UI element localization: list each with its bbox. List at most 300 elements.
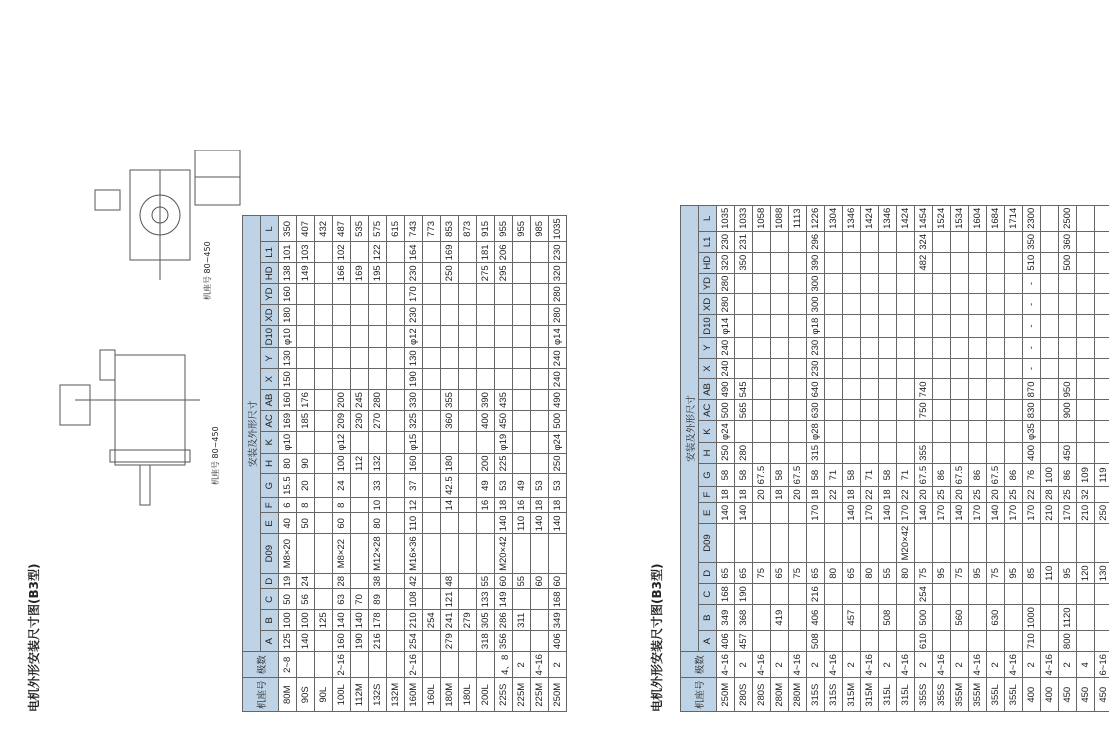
table-cell: 50 [297,513,315,534]
table-cell: 4~16 [933,652,951,678]
table-cell: φ35 [1023,421,1041,443]
table-cell [441,652,459,678]
table-cell [459,534,477,574]
table-cell: 132 [369,453,387,474]
table-cell: 42.5 [441,474,459,498]
table-cell [369,325,387,347]
table-cell [879,358,897,379]
table-cell [477,348,495,369]
table-cell: 18 [495,497,513,513]
table-cell: 55 [513,573,531,589]
table-cell: 18 [531,497,549,513]
table-cell: 275 [477,263,495,284]
table-cell [735,294,753,315]
table-cell [933,605,951,631]
column-header: X [261,369,279,390]
table-cell [861,631,879,652]
caption-side-view: 机座号 80~450 [203,241,212,300]
table-cell: 350 [735,252,753,273]
table-cell: 18 [717,487,735,503]
table-cell [423,497,441,513]
table-cell [423,369,441,390]
table-cell [333,305,351,326]
table-cell: 169 [279,410,297,431]
table-cell [1041,273,1059,294]
table-row [351,216,369,712]
table-cell [771,315,789,337]
table-cell: 4~16 [789,652,807,678]
table-cell: 457 [843,605,861,631]
table-cell [825,400,843,421]
table-cell [387,589,405,610]
table-cell [531,305,549,326]
table-cell [843,252,861,273]
table-cell [951,294,969,315]
column-header: YD [261,284,279,305]
table-cell: 160 [333,631,351,652]
table-cell [351,305,369,326]
table-cell [477,284,495,305]
table-cell [771,584,789,605]
table-cell [771,523,789,563]
table-cell: 900 [1059,400,1077,421]
table-cell [387,390,405,411]
table-cell: 240 [717,358,735,379]
column-header: F [261,497,279,513]
table-cell: 180L [459,678,477,712]
table-cell [297,305,315,326]
table-cell [825,252,843,273]
table-cell [459,369,477,390]
table-cell [951,584,969,605]
column-header: C [261,589,279,610]
table-cell: 75 [915,563,933,584]
table-cell: 2 [987,652,1005,678]
table-cell [495,305,513,326]
table-cell [1059,273,1077,294]
table-cell [843,584,861,605]
table-cell [1059,358,1077,379]
table-cell: 324 [915,231,933,252]
table-cell [987,631,1005,652]
table-cell: 130 [279,348,297,369]
table-cell: 280 [369,390,387,411]
table-cell: 58 [807,463,825,487]
table-cell: 250 [717,442,735,463]
table-row [495,216,513,712]
column-header: H [699,442,717,463]
table-cell: 355L [1005,678,1023,712]
table-cell [1077,252,1095,273]
table-cell: 125 [315,610,333,631]
table-cell [861,605,879,631]
table-cell [351,284,369,305]
table-cell: 22 [825,487,843,503]
table-cell [315,284,333,305]
table-cell [717,523,735,563]
table-cell: 350 [279,216,297,242]
header-poles: 极数 [681,652,717,678]
table-cell [753,315,771,337]
table-cell [861,421,879,443]
table-cell [789,379,807,400]
table-cell [513,390,531,411]
table-cell [987,442,1005,463]
table-cell [1095,273,1109,294]
table-cell: 112 [351,453,369,474]
table-cell [933,421,951,443]
table-cell: 4~16 [753,652,771,678]
table-cell: 168 [549,589,567,610]
table-cell: 109 [1077,463,1095,487]
table-cell [825,523,843,563]
table-cell: 435 [495,390,513,411]
column-header: L [261,216,279,242]
table-cell [861,315,879,337]
table-cell: 1684 [987,205,1005,231]
table-cell: 231 [735,231,753,252]
table-cell [531,348,549,369]
table-cell [423,453,441,474]
table-cell [1077,337,1095,358]
table-cell: 20 [951,487,969,503]
table-cell [861,294,879,315]
table-cell: φ28 [807,421,825,443]
table-cell: 140 [915,502,933,523]
table-row [405,216,423,712]
table-cell [1041,337,1059,358]
table-cell: 1113 [789,205,807,231]
table-cell: 200L [477,678,495,712]
table-cell: 349 [549,610,567,631]
table-cell [315,263,333,284]
column-header: Y [699,337,717,358]
table-cell [789,273,807,294]
table-cell: 80 [861,563,879,584]
table-cell: 210 [1077,502,1095,523]
table-cell [825,273,843,294]
table-cell [387,410,405,431]
table-cell: 178 [369,610,387,631]
table-cell [423,263,441,284]
table-cell: 4~16 [969,652,987,678]
table-cell: 121 [441,589,459,610]
table-cell: M20×42 [897,523,915,563]
table-cell [441,348,459,369]
table-cell [459,652,477,678]
table-cell [423,348,441,369]
table-cell [969,523,987,563]
header-group: 安装及外形尺寸 [243,216,261,652]
table-cell [513,369,531,390]
table-cell: 100 [297,610,315,631]
table-cell [1077,231,1095,252]
table-cell: 160 [279,284,297,305]
table-cell: 1454 [915,205,933,231]
table-cell [771,358,789,379]
table-cell [771,631,789,652]
table-cell: 12 [405,497,423,513]
table-cell: φ14 [549,325,567,347]
table-cell: 40 [279,513,297,534]
table-cell: 490 [717,379,735,400]
table-cell: 240 [717,337,735,358]
table-cell [1077,605,1095,631]
table-cell [951,273,969,294]
table-cell [771,337,789,358]
table-cell [825,315,843,337]
table-cell [897,421,915,443]
table-cell [1041,205,1059,231]
table-cell [825,294,843,315]
table-cell: 270 [369,410,387,431]
table-cell: 25 [969,487,987,503]
table-cell [423,652,441,678]
table-cell [915,523,933,563]
column-header: D [261,573,279,589]
table-cell: 250 [1095,502,1109,523]
table-cell: 4~16 [825,652,843,678]
table-cell: 400 [1023,678,1041,712]
table-cell [843,379,861,400]
table-row [297,216,315,712]
table-cell: 101 [279,242,297,263]
table-cell: 100 [279,610,297,631]
table-row [315,216,333,712]
table-cell [531,453,549,474]
table-row [879,205,897,711]
table-row [549,216,567,712]
table-cell: 67.5 [789,463,807,487]
table-cell: 450 [1095,678,1109,712]
table-cell [861,584,879,605]
table-cell: 25 [933,487,951,503]
table-cell [897,631,915,652]
table-cell: 14 [441,497,459,513]
table-cell [513,631,531,652]
left-page-title: 电机外形安装尺寸图(B3型) [27,563,41,712]
table-cell [315,589,333,610]
table-cell: 2 [735,652,753,678]
table-cell [387,497,405,513]
table-cell [969,379,987,400]
table-cell [933,315,951,337]
table-cell: 18 [771,487,789,503]
table-cell: M16×36 [405,534,423,574]
table-cell: 200 [477,453,495,474]
table-cell: 2 [513,652,531,678]
table-cell: 1120 [1059,605,1077,631]
table-cell [933,442,951,463]
table-cell [1059,421,1077,443]
table-cell: 58 [879,463,897,487]
table-cell: 75 [987,563,1005,584]
column-header: D09 [699,523,717,563]
table-cell [477,369,495,390]
table-cell [513,348,531,369]
table-cell: φ14 [717,315,735,337]
table-row [459,216,477,712]
table-row [897,205,915,711]
table-cell: 95 [1059,563,1077,584]
table-cell: 1035 [549,216,567,242]
table-cell: 450 [1059,678,1077,712]
table-cell [531,369,549,390]
table-cell: 315L [897,678,915,712]
table-cell: 280 [717,294,735,315]
table-cell: 4 [1077,652,1095,678]
table-cell [879,631,897,652]
table-cell: 355 [441,390,459,411]
table-cell [789,605,807,631]
table-cell: 230 [807,358,825,379]
column-header: AB [699,379,717,400]
table-cell: 853 [441,216,459,242]
table-cell: 168 [717,584,735,605]
table-cell: 4~16 [531,652,549,678]
column-header: L1 [699,231,717,252]
table-cell [495,348,513,369]
table-cell [441,325,459,347]
table-cell [1095,358,1109,379]
table-cell: 457 [735,631,753,652]
table-cell: 20 [789,487,807,503]
table-cell: 89 [369,589,387,610]
table-cell: 132S [369,678,387,712]
table-cell [789,442,807,463]
table-cell [495,284,513,305]
table-cell [933,252,951,273]
table-cell: 330 [405,390,423,411]
table-cell: 209 [333,410,351,431]
table-cell: 311 [513,610,531,631]
table-cell: 150 [279,369,297,390]
table-cell [369,284,387,305]
table-cell [315,305,333,326]
column-header: X [699,358,717,379]
table-cell: 110 [405,513,423,534]
table-cell [933,231,951,252]
table-cell [1005,631,1023,652]
table-row [933,205,951,711]
table-cell [351,534,369,574]
table-cell [513,325,531,347]
table-cell [513,284,531,305]
table-cell [735,358,753,379]
table-cell [1005,358,1023,379]
table-cell [1095,294,1109,315]
table-cell [297,325,315,347]
table-cell: 406 [717,631,735,652]
column-header: HD [261,263,279,284]
table-cell [897,315,915,337]
table-cell: 406 [549,631,567,652]
table-cell [477,513,495,534]
table-cell [513,410,531,431]
table-cell: 132M [387,678,405,712]
table-cell [369,369,387,390]
table-cell [951,315,969,337]
table-cell [1005,294,1023,315]
table-cell: 130 [405,348,423,369]
table-cell: 230 [405,305,423,326]
table-cell [315,369,333,390]
table-cell [825,605,843,631]
table-row [1023,205,1041,711]
table-cell: 149 [495,589,513,610]
table-cell [495,325,513,347]
table-cell [843,231,861,252]
table-cell: 2~16 [405,652,423,678]
table-cell [879,442,897,463]
table-cell: 390 [807,252,825,273]
column-header: L1 [261,242,279,263]
table-cell: 230 [717,231,735,252]
table-cell [987,315,1005,337]
table-cell: 565 [735,400,753,421]
table-cell [969,442,987,463]
table-cell: 2 [807,652,825,678]
table-cell: 4~16 [861,652,879,678]
table-cell [897,442,915,463]
table-cell [351,652,369,678]
table-cell [1059,523,1077,563]
table-cell [387,534,405,574]
table-row [915,205,933,711]
table-cell: 535 [351,216,369,242]
table-cell [315,325,333,347]
table-cell [735,421,753,443]
table-cell [789,502,807,523]
table-cell: 2 [951,652,969,678]
table-cell: 160 [405,453,423,474]
table-cell: - [1023,294,1041,315]
table-cell: 419 [771,605,789,631]
table-cell: 75 [753,563,771,584]
table-cell [969,400,987,421]
table-cell: 320 [549,263,567,284]
table-cell [1095,442,1109,463]
table-cell: 280M [789,678,807,712]
table-cell: 65 [843,563,861,584]
table-cell [423,513,441,534]
table-cell: 1033 [735,205,753,231]
table-cell [771,502,789,523]
table-cell: 140 [333,610,351,631]
column-header: D [699,563,717,584]
table-cell [387,453,405,474]
table-cell [297,652,315,678]
table-cell [531,589,549,610]
table-cell [969,337,987,358]
table-cell [1077,523,1095,563]
table-cell [369,348,387,369]
table-cell: 216 [807,584,825,605]
table-cell [753,584,771,605]
table-cell [387,325,405,347]
table-cell: 86 [1059,463,1077,487]
table-cell: 133 [477,589,495,610]
table-cell: 58 [771,463,789,487]
table-cell: 355M [969,678,987,712]
table-cell: - [1023,358,1041,379]
table-cell [897,584,915,605]
table-cell [915,315,933,337]
table-cell [861,379,879,400]
table-cell [1077,315,1095,337]
table-cell: 4~16 [897,652,915,678]
column-header: Y [261,348,279,369]
